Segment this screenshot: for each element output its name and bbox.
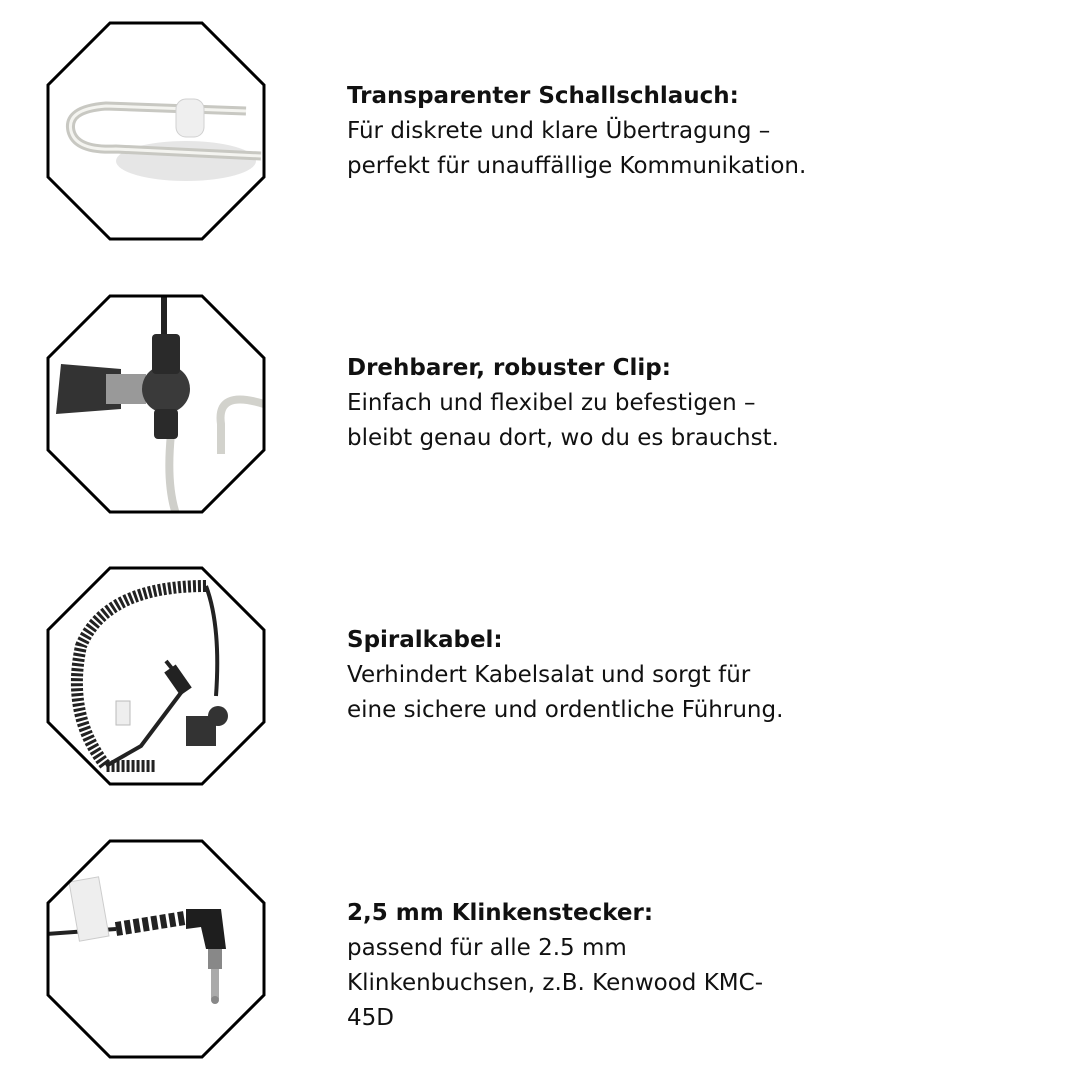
- feature-title: Drehbarer, robuster Clip:: [347, 355, 671, 381]
- feature-title: 2,5 mm Klinkenstecker:: [347, 900, 654, 926]
- feature-description-line: Verhindert Kabelsalat und sorgt für: [347, 662, 751, 688]
- coiled-cable-image: [46, 566, 266, 786]
- feature-title: Spiralkabel:: [347, 627, 503, 653]
- feature-description-line: passend für alle 2.5 mm: [347, 935, 627, 961]
- feature-description-line: Für diskrete und klare Übertragung –: [347, 118, 771, 144]
- feature-row: [0, 839, 1080, 1059]
- feature-text: [347, 623, 783, 728]
- feature-row: [0, 294, 1080, 514]
- clip-image: [46, 294, 266, 514]
- feature-description-line: perfekt für unauffällige Kommunikation.: [347, 153, 807, 179]
- feature-description-line: 45D: [347, 1005, 394, 1031]
- feature-text: [347, 351, 779, 456]
- feature-title: Transparenter Schallschlauch:: [347, 83, 739, 109]
- feature-description-line: eine sichere und ordentliche Führung.: [347, 697, 784, 723]
- feature-text: [347, 79, 806, 184]
- feature-description-line: bleibt genau dort, wo du es brauchst.: [347, 425, 779, 451]
- feature-text: [347, 896, 763, 1036]
- feature-description-line: Klinkenbuchsen, z.B. Kenwood KMC-: [347, 970, 763, 996]
- jack-plug-image: [46, 839, 266, 1059]
- feature-description-line: Einfach und flexibel zu befestigen –: [347, 390, 756, 416]
- feature-row: [0, 566, 1080, 786]
- feature-row: [0, 21, 1080, 241]
- acoustic-tube-image: [46, 21, 266, 241]
